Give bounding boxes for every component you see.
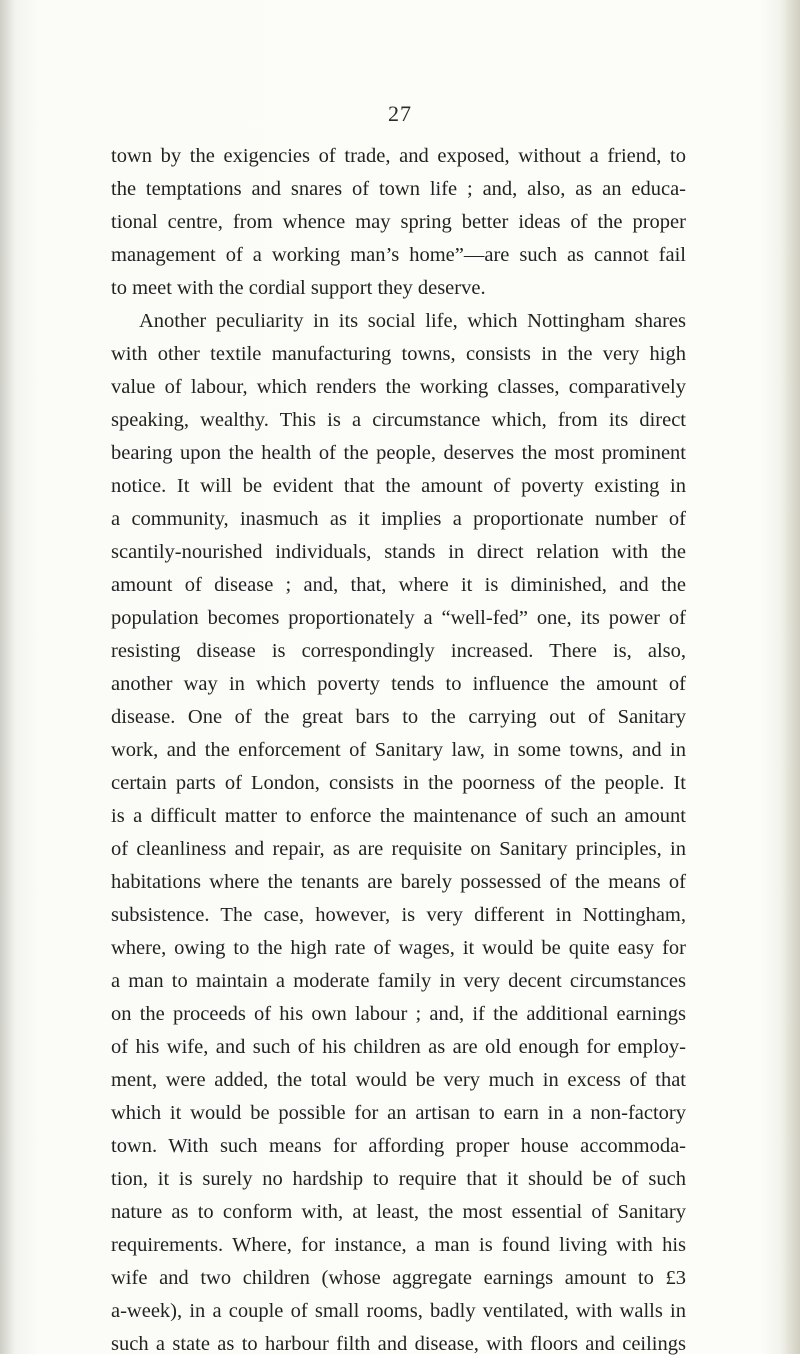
text-line: tion, it is surely no hardship to require that it should be of such — [111, 1168, 686, 1190]
text-line: resisting disease is correspondingly increased. There is, also, — [111, 640, 686, 662]
text-line: value of labour, which renders the working classes, comparatively — [111, 376, 686, 398]
text-line: tional centre, from whence may spring better ideas of the proper — [111, 211, 686, 233]
text-line: population becomes proportionately a “well-fed” one, its power of — [111, 607, 686, 629]
text-line: with other textile manufacturing towns, consists in the very high — [111, 343, 686, 365]
text-line: certain parts of London, consists in the poorness of the people. It — [111, 772, 686, 794]
text-line: to meet with the cordial support they deserve. — [111, 277, 486, 299]
text-line: bearing upon the health of the people, deserves the most prominent — [111, 442, 686, 464]
text-line: where, owing to the high rate of wages, it would be quite easy for — [111, 937, 686, 959]
text-line: a community, inasmuch as it implies a proportionate number of — [111, 508, 686, 530]
text-line: ment, were added, the total would be very much in excess of that — [111, 1069, 686, 1091]
text-line: is a difficult matter to enforce the maintenance of such an amount — [111, 805, 686, 827]
text-line: scantily-nourished individuals, stands in direct relation with the — [111, 541, 686, 563]
text-line: subsistence. The case, however, is very different in Nottingham, — [111, 904, 686, 926]
paragraph-start-line: Another peculiarity in its social life, which Nottingham shares — [139, 310, 686, 332]
text-line: requirements. Where, for instance, a man is found living with his — [111, 1234, 686, 1256]
text-line: the temptations and snares of town life ; and, also, as an educa- — [111, 178, 686, 200]
text-line: work, and the enforcement of Sanitary law, in some towns, and in — [111, 739, 686, 761]
text-line: a-week), in a couple of small rooms, badly ventilated, with walls in — [111, 1300, 686, 1322]
text-line: a man to maintain a moderate family in very decent circumstances — [111, 970, 686, 992]
body-text — [111, 140, 686, 1361]
text-line: speaking, wealthy. This is a circumstance which, from its direct — [111, 409, 686, 431]
text-line: habitations where the tenants are barely possessed of the means of — [111, 871, 686, 893]
text-line: on the proceeds of his own labour ; and, if the additional earnings — [111, 1003, 686, 1025]
text-line: disease. One of the great bars to the carrying out of Sanitary — [111, 706, 686, 728]
text-line: another way in which poverty tends to influence the amount of — [111, 673, 686, 695]
text-line: amount of disease ; and, that, where it is diminished, and the — [111, 574, 686, 596]
text-line: of his wife, and such of his children as are old enough for employ- — [111, 1036, 686, 1058]
text-line: town. With such means for affording proper house accommoda- — [111, 1135, 686, 1157]
text-line: such a state as to harbour filth and disease, with floors and ceilings — [111, 1333, 686, 1355]
page-number: 27 — [388, 101, 412, 126]
text-line: town by the exigencies of trade, and exposed, without a friend, to — [111, 145, 686, 167]
text-line: of cleanliness and repair, as are requisite on Sanitary principles, in — [111, 838, 686, 860]
text-line: wife and two children (whose aggregate earnings amount to £3 — [111, 1267, 686, 1289]
page-edge-left — [0, 0, 14, 1354]
text-line: management of a working man’s home”—are such as cannot fail — [111, 244, 686, 266]
text-line: nature as to conform with, at least, the most essential of Sanitary — [111, 1201, 686, 1223]
page-edge-right — [780, 0, 800, 1354]
text-line: which it would be possible for an artisan to earn in a non-factory — [111, 1102, 686, 1124]
text-line: notice. It will be evident that the amount of poverty existing in — [111, 475, 686, 497]
